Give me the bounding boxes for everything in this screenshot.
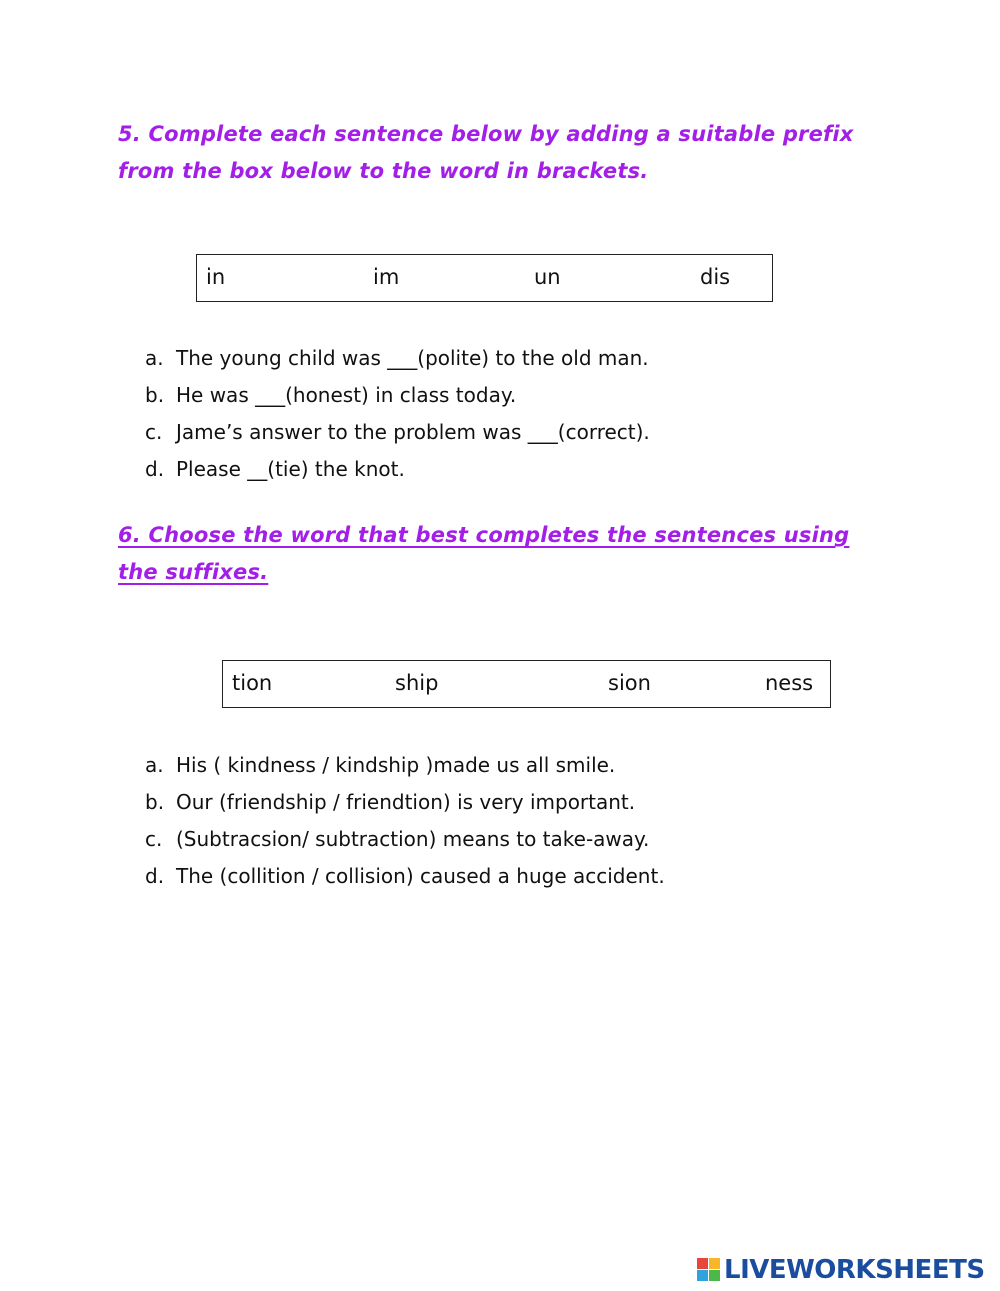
question-5-list: [145, 340, 650, 488]
suffix-word: sion: [608, 671, 651, 695]
logo-square-green: [709, 1270, 720, 1281]
item-letter: d.: [145, 864, 165, 888]
item-letter: a.: [145, 753, 164, 777]
brand-name: LIVEWORKSHEETS: [724, 1255, 985, 1285]
suffix-word: ship: [395, 671, 439, 695]
logo-square-red: [697, 1258, 708, 1269]
item-letter: b.: [145, 383, 165, 407]
question-6-list: [145, 747, 665, 895]
item-letter: c.: [145, 827, 163, 851]
suffix-word-box: [222, 660, 831, 708]
list-item: [145, 858, 665, 895]
prefix-word: im: [373, 265, 400, 289]
liveworksheets-brand: [697, 1253, 985, 1287]
list-item: [145, 747, 665, 784]
item-text: Our (friendship / friendtion) is very important.: [176, 790, 636, 814]
list-item: [145, 377, 650, 414]
item-letter: b.: [145, 790, 165, 814]
prefix-word-box: [196, 254, 773, 302]
question-6-heading: 6. Choose the word that best completes the sentences using the suffixes.: [118, 523, 850, 584]
item-letter: d.: [145, 457, 165, 481]
list-item: [145, 451, 650, 488]
item-text: (Subtracsion/ subtraction) means to take-away.: [176, 827, 650, 851]
item-text: The young child was ___(polite) to the old man.: [176, 346, 649, 370]
item-letter: c.: [145, 420, 163, 444]
item-text: Please __(tie) the knot.: [176, 457, 405, 481]
list-item: [145, 414, 650, 451]
prefix-word: dis: [700, 265, 731, 289]
logo-square-yellow: [709, 1258, 720, 1269]
list-item: [145, 340, 650, 377]
logo-square-blue: [697, 1270, 708, 1281]
list-item: [145, 784, 665, 821]
item-text: The (collition / collision) caused a huge accident.: [176, 864, 665, 888]
liveworksheets-logo-icon: [697, 1258, 721, 1282]
item-text: He was ___(honest) in class today.: [176, 383, 517, 407]
item-text: His ( kindness / kindship )made us all smile.: [176, 753, 616, 777]
prefix-word: un: [534, 265, 561, 289]
list-item: [145, 821, 665, 858]
item-letter: a.: [145, 346, 164, 370]
suffix-word: ness: [765, 671, 814, 695]
prefix-word: in: [206, 265, 226, 289]
question-5-heading: 5. Complete each sentence below by adding a suitable prefix from the box below to the word in brackets.: [118, 122, 854, 183]
item-text: Jame’s answer to the problem was ___(correct).: [176, 420, 650, 444]
suffix-word: tion: [232, 671, 273, 695]
